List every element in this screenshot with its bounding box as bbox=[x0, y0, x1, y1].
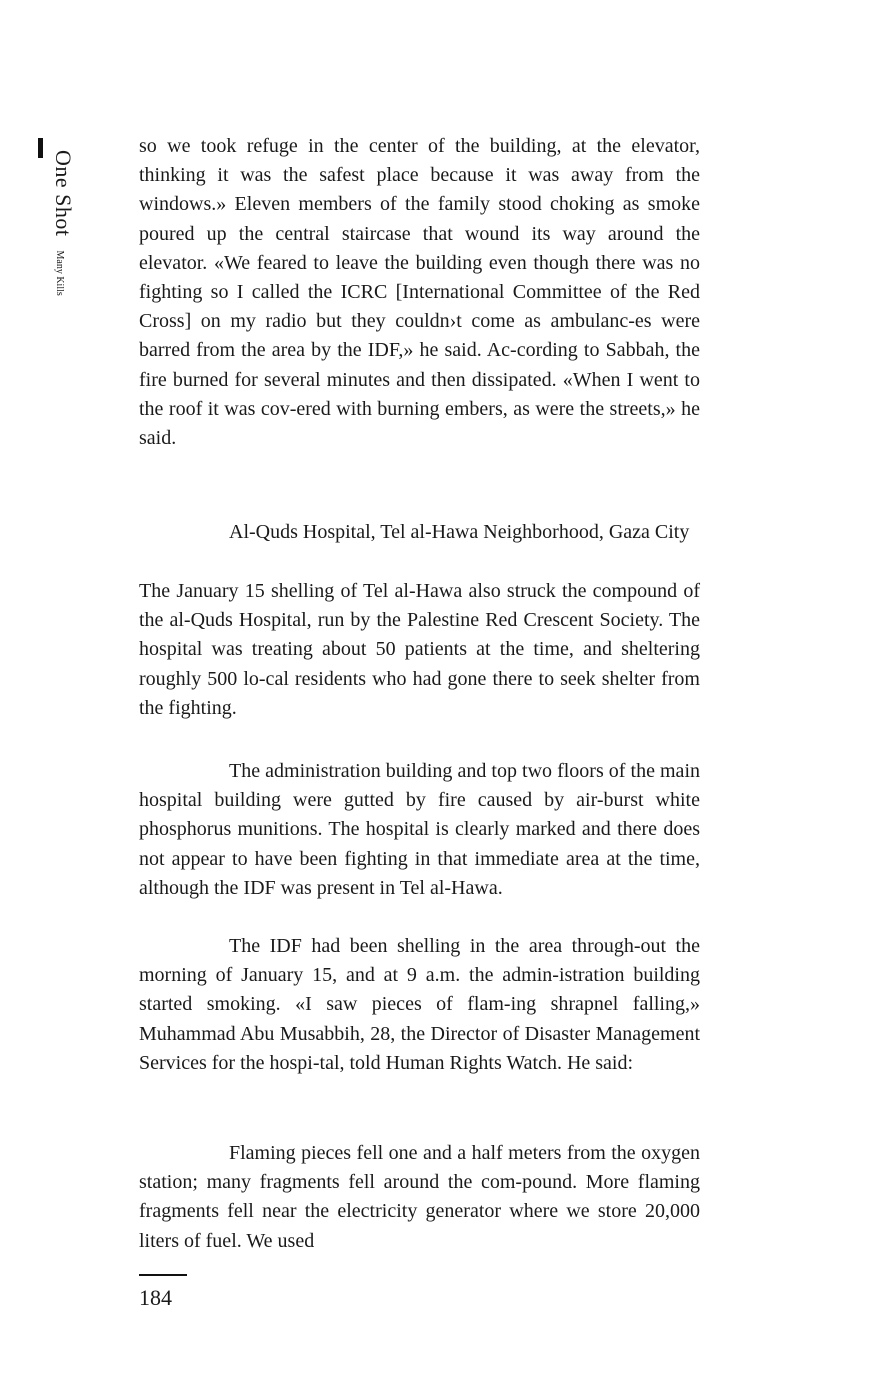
paragraph-4: The IDF had been shelling in the area through-out the morning of January 15, and at 9 a.m. the admin-istration building started smoking. «I saw pieces of flam-ing shrapnel falling,» Muhammad Abu Musabbih, 28, the Director of Disaster Management Services for the hospi-tal, told Human Rights Watch. He said: bbox=[139, 935, 700, 1074]
paragraph-2: The January 15 shelling of Tel al-Hawa also struck the compound of the al-Quds Hospital, run by the Palestine Red Crescent Society. The hospital was treating about 50 patients at the time, and sheltering roughly 500 lo-cal residents who had gone there to seek shelter from the fighting. bbox=[139, 580, 700, 719]
running-header bbox=[50, 150, 76, 296]
paragraph-1: so we took refuge in the center of the building, at the elevator, thinking it was the safest place because it was away from the windows.» Eleven members of the family stood choking as smoke poured up the central staircase that wound its way around the elevator. «We feared to leave the building even though there was no fighting so I called the ICRC [International Committee of the Red Cross] on my radio but they couldn›t come as ambulanc-es were barred from the area by the IDF,» he said. Ac-cording to Sabbah, the fire burned for several minutes and then dissipated. «When I went to the roof it was cov-ered with burning embers, as were the streets,» he said. bbox=[139, 135, 700, 450]
block-quote-paragraph: Flaming pieces fell one and a half meters from the oxygen station; many fragments fell around the com-pound. More flaming fragments fell near the electricity generator where we store 20,000 liters of fuel. We used bbox=[139, 1142, 700, 1252]
paragraph-3: The administration building and top two floors of the main hospital building were gutted by fire caused by air-burst white phosphorus munitions. The hospital is clearly marked and there does not appear to have been fighting in that immediate area at the time, although the IDF was present in Tel al-Hawa. bbox=[139, 760, 700, 899]
footer-rule bbox=[139, 1274, 187, 1276]
running-header-tab bbox=[38, 130, 78, 360]
section-heading: Al-Quds Hospital, Tel al-Hawa Neighborhood, Gaza City bbox=[229, 521, 690, 543]
page-number: 184 bbox=[139, 1285, 172, 1310]
book-title: One Shot bbox=[51, 150, 76, 237]
header-marker-bar bbox=[38, 138, 43, 158]
book-subtitle: Many Kills bbox=[54, 250, 65, 296]
